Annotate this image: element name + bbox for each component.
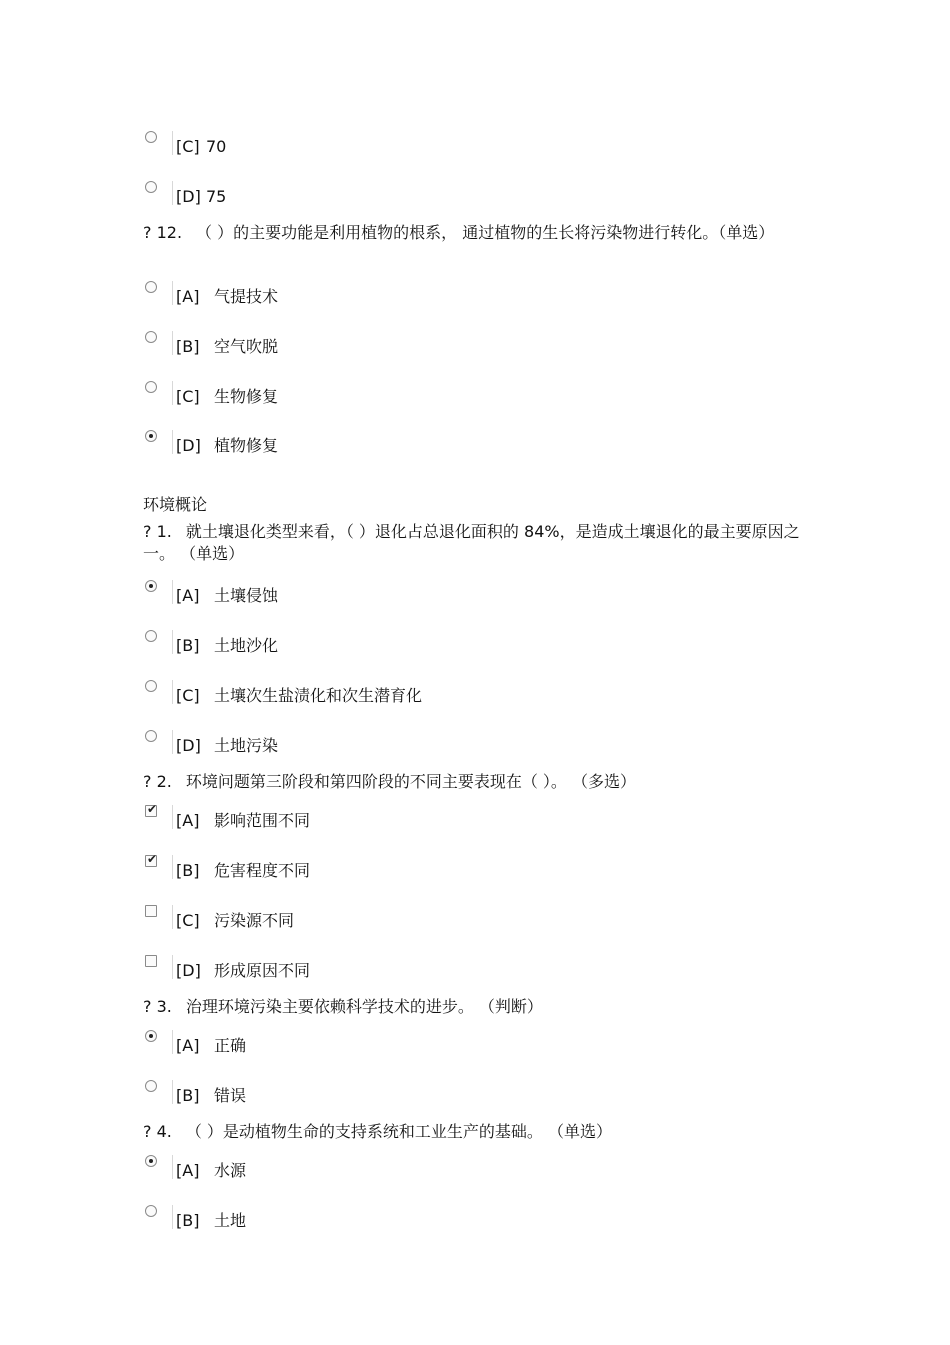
option-text: 形成原因不同 [214, 961, 311, 980]
option-text: 危害程度不同 [214, 861, 311, 880]
option-divider [172, 131, 173, 155]
option-text: 土壤侵蚀 [214, 586, 279, 605]
option-text: 污染源不同 [214, 911, 295, 930]
checkbox[interactable] [145, 802, 158, 817]
option-text: 水源 [214, 1161, 247, 1180]
option-label[interactable] [176, 436, 278, 456]
answer-option[interactable] [143, 1205, 563, 1235]
option-letter: [A] [176, 586, 200, 605]
option-label[interactable] [176, 861, 310, 881]
option-letter: [A] [176, 1036, 200, 1055]
option-letter: [D] [176, 187, 201, 206]
question-text [143, 222, 803, 244]
option-text: 错误 [214, 1086, 247, 1105]
option-divider [172, 855, 173, 879]
option-divider [172, 730, 173, 754]
option-letter: [B] [176, 337, 200, 356]
section-heading: 环境概论 [143, 495, 208, 514]
radio-button[interactable] [145, 181, 157, 193]
option-text: 70 [206, 137, 227, 156]
radio-button[interactable] [145, 1155, 157, 1167]
option-label[interactable] [176, 1086, 246, 1106]
question-number: ? 3. [143, 997, 172, 1016]
option-letter: [D] [176, 436, 201, 455]
option-letter: [A] [176, 811, 200, 830]
option-label[interactable] [176, 387, 278, 407]
option-label[interactable] [176, 287, 278, 307]
answer-option[interactable] [143, 181, 563, 211]
option-letter: [B] [176, 1211, 200, 1230]
radio-selected-dot-icon [149, 1034, 153, 1038]
option-divider [172, 680, 173, 704]
option-divider [172, 580, 173, 604]
radio-button[interactable] [145, 630, 157, 642]
option-text: 土壤次生盐渍化和次生潜育化 [214, 686, 423, 705]
option-label[interactable] [176, 1161, 246, 1181]
option-divider [172, 1155, 173, 1179]
answer-option[interactable] [143, 680, 563, 710]
option-letter: [C] [176, 137, 200, 156]
answer-option[interactable] [143, 281, 563, 311]
option-letter: [C] [176, 686, 200, 705]
option-label[interactable] [176, 636, 278, 656]
answer-option[interactable] [143, 802, 563, 835]
option-letter: [A] [176, 287, 200, 306]
option-text: 75 [206, 187, 227, 206]
question-stem: （ ）的主要功能是利用植物的根系， 通过植物的生长将污染物进行转化。（单选） [196, 223, 775, 242]
option-letter: [B] [176, 861, 200, 880]
checkbox[interactable] [145, 905, 157, 917]
option-text: 气提技术 [214, 287, 279, 306]
radio-selected-dot-icon [149, 434, 153, 438]
radio-button[interactable] [145, 281, 157, 293]
option-divider [172, 1080, 173, 1104]
answer-option[interactable] [143, 131, 563, 161]
radio-button[interactable] [145, 730, 157, 742]
option-text: 土地沙化 [214, 636, 279, 655]
checkbox[interactable] [145, 955, 157, 967]
option-divider [172, 430, 173, 454]
option-letter: [C] [176, 911, 200, 930]
option-divider [172, 805, 173, 829]
option-letter: [D] [176, 736, 201, 755]
answer-option[interactable] [143, 852, 563, 885]
option-letter: [C] [176, 387, 200, 406]
radio-selected-dot-icon [149, 584, 153, 588]
option-divider [172, 630, 173, 654]
option-divider [172, 381, 173, 405]
option-divider [172, 1205, 173, 1229]
checkmark-icon: ✔ [147, 802, 158, 816]
answer-option[interactable] [143, 1080, 563, 1110]
question-text [143, 1121, 803, 1143]
option-label[interactable] [176, 961, 310, 981]
answer-option[interactable] [143, 630, 563, 660]
option-letter: [A] [176, 1161, 200, 1180]
option-text: 影响范围不同 [214, 811, 311, 830]
option-letter: [D] [176, 961, 201, 980]
option-divider [172, 905, 173, 929]
question-text [143, 996, 803, 1018]
question-stem: 就土壤退化类型来看，（ ）退化占总退化面积的 84%，是造成土壤退化的最主要原因之一。 （单选） [143, 522, 800, 563]
radio-button[interactable] [145, 430, 157, 442]
radio-selected-dot-icon [149, 1159, 153, 1163]
option-text: 土地污染 [214, 736, 279, 755]
option-divider [172, 955, 173, 979]
question-number: ? 1. [143, 522, 172, 541]
option-label[interactable] [176, 811, 310, 831]
option-divider [172, 331, 173, 355]
option-label[interactable] [176, 736, 278, 756]
question-stem: （ ）是动植物生命的支持系统和工业生产的基础。 （单选） [185, 1122, 613, 1141]
question-stem: 环境问题第三阶段和第四阶段的不同主要表现在（ ）。 （多选） [185, 772, 637, 791]
radio-button[interactable] [145, 131, 157, 143]
option-label[interactable] [176, 337, 278, 357]
option-text: 空气吹脱 [214, 337, 279, 356]
answer-option[interactable] [143, 580, 563, 610]
option-letter: [B] [176, 1086, 200, 1105]
radio-button[interactable] [145, 381, 157, 393]
checkmark-icon: ✔ [147, 852, 158, 866]
question-stem: 治理环境污染主要依赖科学技术的进步。 （判断） [185, 997, 543, 1016]
radio-button[interactable] [145, 1080, 157, 1092]
answer-option[interactable] [143, 730, 563, 760]
option-text: 生物修复 [214, 387, 279, 406]
option-label[interactable] [176, 1036, 246, 1056]
question-number: ? 12. [143, 223, 183, 242]
option-label[interactable] [176, 1211, 246, 1231]
answer-option[interactable] [143, 1155, 563, 1185]
question-number: ? 4. [143, 1122, 172, 1141]
option-label[interactable] [176, 911, 294, 931]
answer-option[interactable] [143, 430, 563, 460]
radio-button[interactable] [145, 1030, 157, 1042]
question-text [143, 521, 803, 565]
option-divider [172, 1030, 173, 1054]
option-divider [172, 181, 173, 205]
answer-option[interactable] [143, 1030, 563, 1060]
answer-option[interactable] [143, 905, 563, 935]
option-divider [172, 281, 173, 305]
radio-button[interactable] [145, 331, 157, 343]
option-label[interactable] [176, 686, 422, 706]
option-label[interactable] [176, 187, 226, 207]
radio-button[interactable] [145, 580, 157, 592]
question-number: ? 2. [143, 772, 172, 791]
option-text: 正确 [214, 1036, 247, 1055]
option-letter: [B] [176, 636, 200, 655]
question-text [143, 771, 803, 793]
checkbox[interactable] [145, 852, 158, 867]
option-label[interactable] [176, 137, 226, 157]
answer-option[interactable] [143, 331, 563, 361]
radio-button[interactable] [145, 680, 157, 692]
radio-button[interactable] [145, 1205, 157, 1217]
answer-option[interactable] [143, 955, 563, 985]
option-label[interactable] [176, 586, 278, 606]
answer-option[interactable] [143, 381, 563, 411]
option-text: 植物修复 [214, 436, 279, 455]
option-text: 土地 [214, 1211, 247, 1230]
